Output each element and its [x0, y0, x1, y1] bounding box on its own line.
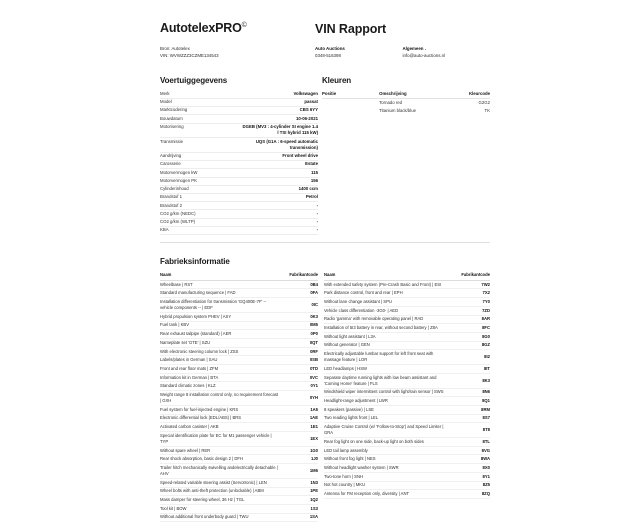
factory-cell-name: Installation differentiation for transmission 'GQ400E-7F' -- vehicle components -- | EDF: [160, 298, 280, 313]
vehicle-spec-label: Marktcodering: [160, 107, 188, 113]
vehicle-spec-row: [160, 227, 318, 235]
factory-cell-code: 8Z5: [450, 481, 490, 490]
factory-cell-name: Without lane change assistant | SPU: [324, 298, 450, 307]
dealer-block: [315, 46, 403, 60]
vehicle-spec-label: Aandrijving: [160, 153, 182, 159]
vehicle-spec-row: [160, 91, 318, 99]
factory-cell-code: 8AR: [450, 315, 490, 324]
factory-row: [324, 350, 490, 365]
factory-cell-name: Not hot country | MKU: [324, 481, 450, 490]
factory-cell-name: With extended safety system (Pre-Crash Basic and Front) | ESI: [324, 280, 450, 289]
vehicle-spec-label: Bouwdatum: [160, 115, 183, 121]
colors-table: [322, 91, 490, 115]
factory-cell-code: 8I2: [450, 350, 490, 365]
colors-header-row: [322, 91, 490, 99]
factory-cell-code: 1SA: [280, 513, 318, 522]
general-block: [403, 46, 491, 60]
vehicle-spec-row: [160, 161, 318, 169]
factory-left-table: [160, 272, 318, 522]
vehicle-spec-row: [160, 138, 318, 153]
factory-row: [160, 455, 318, 464]
factory-row: [324, 373, 490, 388]
factory-cell-name: Adaptive Cruise Control (w/ 'Follow-to-Stop') and Speed Limiter | GRA: [324, 423, 450, 438]
factory-cell-code: 8TL: [450, 438, 490, 447]
vehicle-spec-label: Motorvermogen PK: [160, 177, 198, 183]
colors-section: [322, 76, 490, 235]
factory-row: [324, 332, 490, 341]
vehicle-spec-value: 10-06-2021: [296, 115, 318, 121]
factory-row: [324, 446, 490, 455]
factory-cell-code: 8Y1: [450, 472, 490, 481]
factory-row: [324, 365, 490, 374]
factory-cell-name: Information kit in German | BTA: [160, 373, 280, 382]
factory-cell-code: 0FA: [280, 289, 318, 298]
vehicle-spec-value: DGEB (MV3 : 4-cylinder SI engine 1.4 l TSI hybrid 115 kW): [242, 123, 318, 136]
factory-cell-code: 0IC: [280, 298, 318, 313]
factory-cell-code: 8IT: [450, 365, 490, 374]
factory-cell-code: 8X0: [450, 464, 490, 473]
factory-cell-name: Labels/plates in German | SAU: [160, 356, 280, 365]
vehicle-spec-row: [160, 194, 318, 202]
vehicle-spec-value: Petrol: [305, 194, 318, 200]
factory-row: [160, 298, 318, 313]
vehicle-spec-row: [160, 186, 318, 194]
vehicle-spec-label: Motorvermogen kW: [160, 169, 198, 175]
factory-row: [160, 504, 318, 513]
factory-row: [160, 382, 318, 391]
factory-cell-name: Electronic differential lock (EDL/ABS) | BRS: [160, 414, 280, 423]
vehicle-spec-label: KBA: [160, 227, 169, 233]
factory-cell-name: Two reading lights front | LEL: [324, 414, 450, 423]
general-label: Algemeen .: [402, 46, 426, 51]
factory-cell-code: 1N3: [280, 478, 318, 487]
factory-cell-code: 8S7: [450, 414, 490, 423]
factory-cell-name: 8 speakers (passive) | LSE: [324, 405, 450, 414]
factory-row: [160, 414, 318, 423]
factory-cell-code: 8Q1: [450, 397, 490, 406]
general-email: info@auto-auctions.nl: [402, 52, 446, 58]
factory-cell-code: 8FC: [450, 324, 490, 333]
vehicle-spec-label: Transmissie: [160, 138, 183, 144]
factory-header-name: Naam: [324, 272, 450, 281]
factory-cell-code: 1AE: [280, 414, 318, 423]
factory-row: [160, 330, 318, 339]
factory-cell-name: Fuel tank | KBV: [160, 321, 280, 330]
factory-cell-name: Weight range 8 installation control only, no requirement forecast | GXH: [160, 391, 280, 406]
factory-cell-name: LED headlamps | HSW: [324, 365, 450, 374]
colors-header-position: Positie: [322, 91, 379, 99]
factory-cell-code: 8N6: [450, 388, 490, 397]
factory-row: [324, 490, 490, 499]
vehicle-spec-value: -: [316, 218, 318, 224]
factory-row: [324, 464, 490, 473]
factory-row: [324, 298, 490, 307]
factory-row: [324, 315, 490, 324]
factory-left-column: [160, 272, 324, 522]
dealer-phone: 0348-516398: [315, 52, 341, 58]
vehicle-and-colors: [160, 76, 490, 235]
factory-row: [160, 464, 318, 479]
factory-cell-name: LED tail lamp assembly: [324, 446, 450, 455]
factory-section: [160, 257, 490, 522]
factory-cell-name: Speed-related variable steering assist (Servotronic) | LEN: [160, 478, 280, 487]
factory-cell-name: Rear shock absorption, basic design 2 | DFH: [160, 455, 280, 464]
factory-row: [324, 280, 490, 289]
factory-cell-name: Rear fog light on one side, back-up light on both sides: [324, 438, 450, 447]
factory-row: [160, 431, 318, 446]
vehicle-spec-list: [160, 91, 318, 235]
factory-cell-code: 0P0: [280, 330, 318, 339]
factory-row: [160, 312, 318, 321]
vehicle-spec-value: -: [316, 202, 318, 208]
factory-right-table: [324, 272, 490, 499]
factory-cell-code: 1G0: [280, 446, 318, 455]
factory-left-body: [160, 280, 318, 522]
factory-cell-code: 7Y0: [450, 298, 490, 307]
factory-cell-code: 1A5: [280, 405, 318, 414]
factory-cell-code: 1J0: [280, 455, 318, 464]
factory-cell-code: 7ZD: [450, 306, 490, 315]
copyright-mark: ©: [241, 22, 247, 29]
factory-cell-name: Radio 'gamma' with removable operating panel | RAD: [324, 315, 450, 324]
factory-header-row: [324, 272, 490, 281]
factory-cell-name: Front and rear floor mats | ZFM: [160, 365, 280, 374]
factory-cell-name: Tool kit | BOW: [160, 504, 280, 513]
vehicle-spec-value: -: [316, 210, 318, 216]
colors-table-body: [322, 99, 490, 115]
vehicle-spec-value: Front wheel drive: [282, 153, 318, 159]
factory-row: [160, 487, 318, 496]
vehicle-spec-label: Brandstof 2: [160, 202, 182, 208]
source-label: Bron: Autotelex: [160, 45, 190, 51]
vehicle-spec-row: [160, 99, 318, 107]
factory-row: [160, 347, 318, 356]
factory-left-head: [160, 272, 318, 281]
vehicle-spec-label: Brandstof 1: [160, 194, 182, 200]
factory-cell-code: 0Y1: [280, 382, 318, 391]
factory-row: [160, 496, 318, 505]
factory-cell-name: Activated carbon canister | AKB: [160, 423, 280, 432]
header-right-block: [315, 22, 490, 60]
vehicle-spec-row: [160, 169, 318, 177]
factory-row: [160, 356, 318, 365]
vehicle-spec-label: Motorisering: [160, 123, 184, 129]
factory-cell-code: 0QT: [280, 339, 318, 348]
factory-cell-name: Trailer hitch mechanically swivelling andelectrically detachable | AHV: [160, 464, 280, 479]
factory-row: [324, 423, 490, 438]
vehicle-spec-value: UQS (G1A : 6-speed automatic transmission): [255, 138, 318, 151]
factory-cell-code: 1E1: [280, 423, 318, 432]
factory-cell-code: 0TD: [280, 365, 318, 374]
factory-cell-name: Antenna for FM reception only, diversity | ANT: [324, 490, 450, 499]
factory-cell-code: 8WA: [450, 455, 490, 464]
factory-cell-code: 0K3: [280, 312, 318, 321]
vehicle-spec-label: CO2 g/km (NEDC): [160, 210, 196, 216]
factory-cell-code: 0SB: [280, 356, 318, 365]
factory-cell-name: Standard climatic zones | KLZ: [160, 382, 280, 391]
vehicle-spec-value: 156: [310, 177, 318, 183]
vehicle-section-title: Voertuiggegevens: [160, 75, 228, 85]
factory-cell-name: Without generator | GEN: [324, 341, 450, 350]
factory-row: [324, 289, 490, 298]
factory-cell-name: Without front fog light | NES: [324, 455, 450, 464]
factory-row: [324, 324, 490, 333]
factory-cell-code: 7W2: [450, 280, 490, 289]
factory-columns: [160, 272, 490, 522]
section-divider: [160, 242, 490, 243]
vehicle-spec-row: [160, 124, 318, 139]
vehicle-spec-value: Estate: [305, 161, 318, 167]
colors-cell-position: [322, 99, 379, 107]
source-meta: [160, 46, 315, 60]
factory-row: [160, 391, 318, 406]
colors-row: [322, 107, 490, 115]
vehicle-spec-row: [160, 219, 318, 227]
factory-cell-name: Special identification plate for EC for M1 passenger vehicle | TYP: [160, 431, 280, 446]
vehicle-spec-label: Merk: [160, 91, 170, 97]
factory-row: [160, 321, 318, 330]
vehicle-spec-label: CO2 g/km (WLTP): [160, 218, 196, 224]
vehicle-spec-row: [160, 210, 318, 218]
vehicle-spec-row: [160, 178, 318, 186]
factory-cell-name: Nameplate set 'GTE' | SZU: [160, 339, 280, 348]
factory-cell-name: Mass damper for steering wheel, 36 Hz | TGL: [160, 496, 280, 505]
factory-row: [324, 438, 490, 447]
colors-header-description: Omschrijving: [379, 91, 446, 99]
factory-cell-name: Electrically adjustable lumbar support for left front seat with massage feature | LOR: [324, 350, 450, 365]
factory-cell-name: Fuel system for fuel-injected engine | KRS: [160, 405, 280, 414]
factory-row: [160, 373, 318, 382]
factory-section-title: Fabrieksinformatie: [160, 256, 230, 266]
factory-cell-name: Windshield wiper intermittent control with light/rain sensor | SWS: [324, 388, 450, 397]
vehicle-spec-row: [160, 107, 318, 115]
colors-cell-description: Tornado red: [379, 99, 403, 105]
factory-cell-code: 8RM: [450, 405, 490, 414]
factory-cell-code: 1EX: [280, 431, 318, 446]
factory-cell-code: 0B4: [280, 280, 318, 289]
factory-cell-code: 0RF: [280, 347, 318, 356]
colors-row: [322, 99, 490, 107]
factory-right-head: [324, 272, 490, 281]
colors-section-title: Kleuren: [322, 75, 352, 85]
factory-row: [160, 405, 318, 414]
factory-header-name: Naam: [160, 272, 280, 281]
factory-row: [160, 365, 318, 374]
colors-table-head: [322, 91, 490, 99]
report-header: [160, 0, 490, 60]
factory-cell-name: Rear exhaust tailpipe (standard) | AER: [160, 330, 280, 339]
factory-cell-code: 7X2: [450, 289, 490, 298]
factory-row: [324, 405, 490, 414]
vehicle-spec-row: [160, 115, 318, 123]
colors-cell-position: [322, 107, 379, 115]
factory-cell-code: 1M6: [280, 464, 318, 479]
factory-cell-code: 0VC: [280, 373, 318, 382]
factory-cell-name: Vehicle class differentiation -3G0- | AED: [324, 306, 450, 315]
factory-cell-name: Separate daytime running lights with low beam assistant and 'Coming Home' feature | FLS: [324, 373, 450, 388]
brand-name: AutotelexPRO: [160, 21, 242, 36]
factory-cell-name: Installation of 5I3 battery in rear, without second battery | Z8A: [324, 324, 450, 333]
vin-label: VIN: WVWZZZ3CZME134543: [160, 52, 219, 58]
factory-cell-name: Without spare wheel | RER: [160, 446, 280, 455]
factory-cell-name: Without light assistant | L3A: [324, 332, 450, 341]
factory-cell-code: 8ZQ: [450, 490, 490, 499]
colors-cell-description: Titanium black/blue: [379, 107, 416, 113]
factory-cell-code: 8T8: [450, 423, 490, 438]
factory-row: [324, 414, 490, 423]
colors-cell-code: G2G2: [478, 99, 490, 105]
factory-cell-name: Two-tone horn | SNH: [324, 472, 450, 481]
dealer-meta: [315, 46, 490, 60]
header-left-block: [160, 22, 315, 60]
factory-cell-code: 0YH: [280, 391, 318, 406]
factory-cell-name: Without headlight washer system | SWR: [324, 464, 450, 473]
vehicle-spec-value: 1400 ccm: [298, 186, 318, 192]
factory-cell-code: 8GZ: [450, 341, 490, 350]
factory-right-body: [324, 280, 490, 498]
factory-cell-name: Standard manufacturing sequence | FAD: [160, 289, 280, 298]
report-sheet: [160, 0, 490, 520]
vehicle-spec-value: CBS 6YY: [299, 107, 318, 113]
factory-row: [160, 280, 318, 289]
factory-cell-name: Park distance control, front and rear | EPH: [324, 289, 450, 298]
vehicle-section: [160, 76, 322, 235]
factory-cell-name: Hybrid propulsion system PHEV | ASY: [160, 312, 280, 321]
vehicle-spec-label: Model: [160, 99, 172, 105]
factory-cell-name: With electronic steering column lock | ZSS: [160, 347, 280, 356]
vehicle-spec-value: 115: [311, 169, 318, 175]
report-title: VIN Rapport: [315, 22, 387, 36]
factory-row: [160, 339, 318, 348]
vehicle-spec-label: Carosserie: [160, 161, 181, 167]
factory-cell-name: Headlight-range adjustment | LWR: [324, 397, 450, 406]
factory-cell-code: 1Q2: [280, 496, 318, 505]
factory-row: [160, 513, 318, 522]
vehicle-spec-row: [160, 153, 318, 161]
factory-cell-name: Wheel bolts with anti-theft protection (unlockable) | ABM: [160, 487, 280, 496]
factory-row: [324, 341, 490, 350]
dealer-name: Auto Auctions: [315, 46, 345, 51]
factory-row: [324, 455, 490, 464]
factory-right-column: [324, 272, 490, 522]
factory-cell-code: 8G0: [450, 332, 490, 341]
factory-cell-code: 0M5: [280, 321, 318, 330]
factory-row: [160, 289, 318, 298]
factory-row: [324, 388, 490, 397]
brand-title: [160, 22, 315, 36]
factory-cell-code: 8K3: [450, 373, 490, 388]
factory-row: [160, 423, 318, 432]
vehicle-spec-label: Cylinderinhoud: [160, 186, 189, 192]
factory-row: [324, 306, 490, 315]
factory-row: [324, 397, 490, 406]
factory-cell-code: 8VG: [450, 446, 490, 455]
factory-header-code: Fabrikantcode: [280, 272, 318, 281]
factory-header-code: Fabrikantcode: [450, 272, 490, 281]
factory-cell-name: Wheelbase | RST: [160, 280, 280, 289]
factory-row: [160, 446, 318, 455]
vehicle-spec-value: passat: [304, 99, 318, 105]
vehicle-spec-value: -: [316, 227, 318, 233]
vehicle-spec-row: [160, 202, 318, 210]
factory-header-row: [160, 272, 318, 281]
vehicle-spec-value: Volkswagen: [293, 91, 318, 97]
factory-cell-code: 1PE: [280, 487, 318, 496]
factory-cell-name: Without additional front underbody guard | TWU: [160, 513, 280, 522]
factory-row: [324, 481, 490, 490]
colors-header-code: Kleurcode: [446, 91, 490, 99]
factory-cell-code: 1S3: [280, 504, 318, 513]
colors-cell-code: TK: [484, 107, 490, 113]
